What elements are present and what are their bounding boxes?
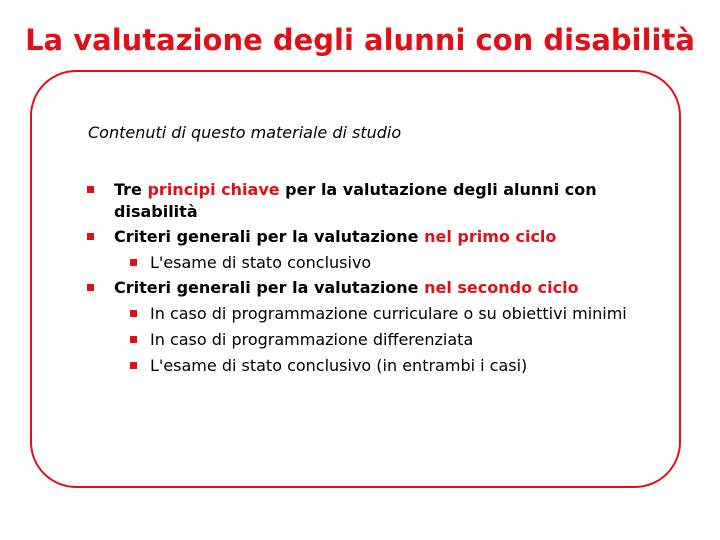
- bullet-highlight: nel primo ciclo: [424, 227, 557, 246]
- square-bullet-icon: [130, 362, 137, 369]
- list-item: [150, 355, 527, 377]
- slide-title: La valutazione degli alunni con disabilità: [25, 23, 695, 57]
- bullet-text: Criteri generali per la valutazione: [114, 227, 425, 246]
- bullet-text: Tre: [114, 180, 148, 199]
- bullet-text: L'esame di stato conclusivo (in entrambi i casi): [150, 356, 528, 375]
- list-item: [150, 303, 627, 325]
- bullet-text: Criteri generali per la valutazione: [114, 278, 425, 297]
- list-item: [114, 226, 556, 248]
- bullet-highlight: nel secondo ciclo: [424, 278, 579, 297]
- square-bullet-icon: [130, 310, 137, 317]
- bullet-text: In caso di programmazione differenziata: [150, 330, 474, 349]
- list-item: [150, 329, 473, 351]
- square-bullet-icon: [87, 284, 94, 291]
- square-bullet-icon: [130, 336, 137, 343]
- list-item: [150, 252, 371, 274]
- square-bullet-icon: [130, 259, 137, 266]
- bullet-text: In caso di programmazione curriculare o su obiettivi minimi: [150, 304, 627, 323]
- bullet-text: L'esame di stato conclusivo: [150, 253, 372, 272]
- square-bullet-icon: [87, 186, 94, 193]
- slide-subtitle: Contenuti di questo materiale di studio: [88, 123, 402, 142]
- list-item: [114, 277, 579, 299]
- square-bullet-icon: [87, 233, 94, 240]
- list-item: [114, 179, 624, 223]
- bullet-text: per la valutazione degli alunni con disabilità: [114, 180, 597, 221]
- bullet-highlight: principi chiave: [147, 180, 280, 199]
